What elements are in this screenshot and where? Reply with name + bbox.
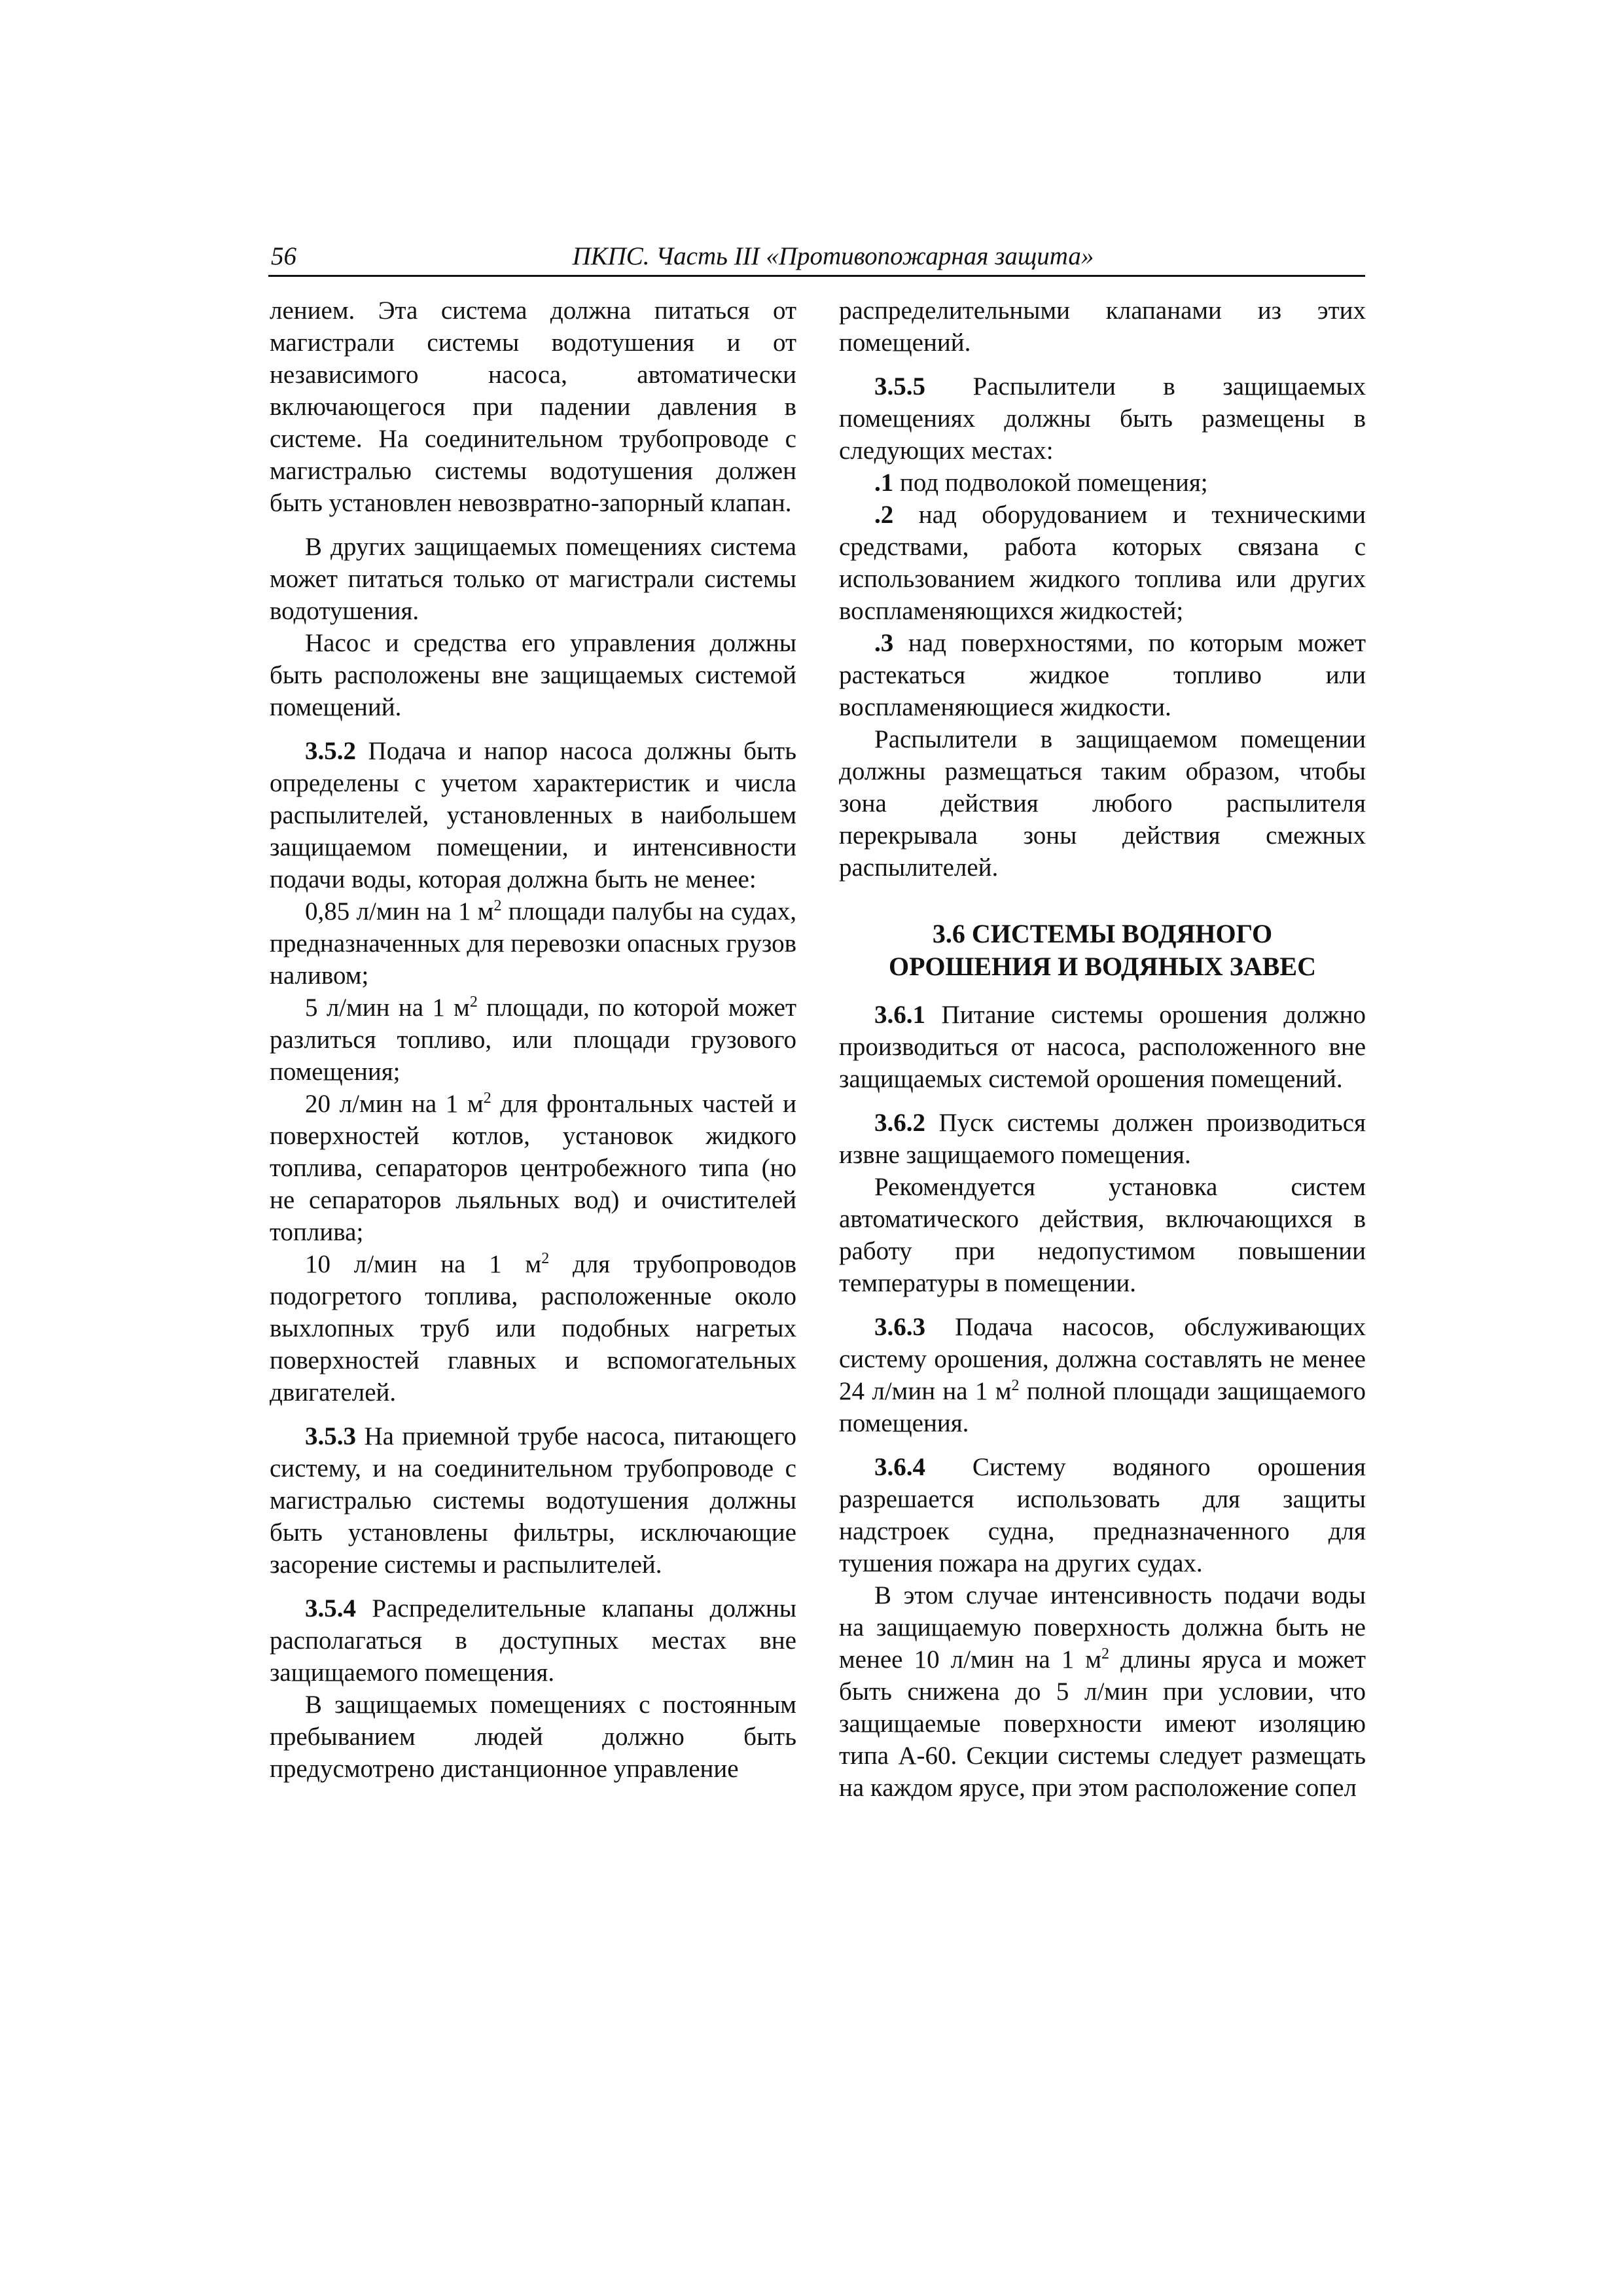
clause-number: 3.6.3 xyxy=(874,1313,925,1341)
paragraph: Распылители в защищаемом помещении должны размещаться таким образом, чтобы зона действия любого распылителя перекрывала зоны действия смежных распылителей. xyxy=(839,725,1366,882)
rate-item xyxy=(270,1248,796,1408)
paragraph: Насос и средства его управления должны быть расположены вне защищаемых системой помещений. xyxy=(270,629,796,721)
clause-number: 3.5.3 xyxy=(305,1422,356,1450)
list-number: .2 xyxy=(874,501,894,529)
paragraph: Рекомендуется установка систем автоматического действия, включающихся в работу при недопустимом повышении температуры в помещении. xyxy=(839,1173,1366,1297)
list-text: над оборудованием и техническими средствами, работа которых связана с использованием жидкого топлива или других воспламеняющихся жидкостей; xyxy=(839,501,1366,625)
clause-3-6-4 xyxy=(839,1451,1366,1579)
rate-text: площади палубы на судах, предназначенных для перевозки опасных грузов наливом; xyxy=(270,897,796,990)
clause-text: Питание системы орошения должно производиться от насоса, расположенного вне защищаемых системой орошения помещений. xyxy=(839,1001,1366,1093)
list-text: под подволокой помещения; xyxy=(893,469,1208,497)
running-title: ПКПС. Часть III «Противопожарная защита» xyxy=(572,242,1094,270)
heading-line: 3.6 СИСТЕМЫ ВОДЯНОГО xyxy=(932,919,1273,948)
superscript: 2 xyxy=(541,1250,550,1267)
clause-3-6-2 xyxy=(839,1107,1366,1171)
list-item xyxy=(839,627,1366,723)
clause-3-6-1 xyxy=(839,999,1366,1095)
section-heading xyxy=(839,918,1366,983)
clause-text: Распределительные клапаны должны располагаться в доступных местах вне защищаемого помещения. xyxy=(270,1594,796,1687)
left-column xyxy=(270,295,796,1797)
clause-3-6-3 xyxy=(839,1311,1366,1439)
page-header xyxy=(268,241,1365,277)
paragraph-text: длины яруса и может быть снижена до 5 л/мин при условии, что защищаемые поверхности имеют изоляцию типа А-60. Секции системы следует размещать на каждом ярусе, при этом расположение сопел xyxy=(839,1645,1366,1802)
list-text: над поверхностями, по которым может растекаться жидкое топливо или воспламеняющиеся жидкости. xyxy=(839,629,1366,721)
clause-text: Систему водяного орошения разрешается использовать для защиты надстроек судна, предназначенного для тушения пожара на других судах. xyxy=(839,1453,1366,1577)
clause-text: Пуск системы должен производиться извне защищаемого помещения. xyxy=(839,1109,1366,1169)
right-column xyxy=(839,295,1366,1816)
clause-number: 3.6.2 xyxy=(874,1109,925,1137)
superscript: 2 xyxy=(1101,1645,1110,1662)
clause-3-5-4 xyxy=(270,1592,796,1689)
rate-text: 5 л/мин на 1 м xyxy=(305,994,470,1022)
clause-number: 3.5.2 xyxy=(305,737,356,765)
clause-text: Подача и напор насоса должны быть определены с учетом характеристик и числа распылителей, установленных в наибольшем защищаемом помещении, и интенсивности подачи воды, которая должна быть не менее: xyxy=(270,737,796,893)
superscript: 2 xyxy=(493,897,502,914)
clause-text: Распылители в защищаемых помещениях должны быть размещены в следующих местах: xyxy=(839,372,1366,465)
superscript: 2 xyxy=(1011,1377,1020,1394)
superscript: 2 xyxy=(469,994,478,1011)
clause-3-5-2 xyxy=(270,735,796,895)
paragraph-continued: распределительными клапанами из этих помещений. xyxy=(839,296,1366,357)
rate-text: для трубопроводов подогретого топлива, расположенные около выхлопных труб или подобных нагретых поверхностей главных и вспомогательных двигателей. xyxy=(270,1250,796,1407)
clause-text: полной площади защищаемого помещения. xyxy=(839,1377,1366,1437)
rate-item xyxy=(270,1088,796,1248)
page-number: 56 xyxy=(271,242,296,270)
clause-3-5-3 xyxy=(270,1420,796,1581)
rate-item xyxy=(270,992,796,1088)
paragraph xyxy=(839,1579,1366,1804)
heading-line: ОРОШЕНИЯ И ВОДЯНЫХ ЗАВЕС xyxy=(889,952,1316,981)
list-item xyxy=(839,499,1366,627)
clause-text: На приемной трубе насоса, питающего систему, и на соединительном трубопроводе с магистралью системы водотушения должны быть установлены фильтры, исключающие засорение системы и распылителей. xyxy=(270,1422,796,1579)
clause-number: 3.5.5 xyxy=(874,372,925,401)
list-item xyxy=(839,467,1366,499)
clause-3-5-5 xyxy=(839,370,1366,467)
paragraph: В других защищаемых помещениях система может питаться только от магистрали системы водотушения. xyxy=(270,533,796,625)
rate-item xyxy=(270,895,796,992)
paragraph-text: В этом случае интенсивность подачи воды на защищаемую поверхность должна быть не менее 10 л/мин на 1 м xyxy=(839,1581,1366,1674)
rate-text: 0,85 л/мин на 1 м xyxy=(305,897,494,925)
rate-text: для фронтальных частей и поверхностей котлов, установок жидкого топлива, сепараторов центробежного типа (но не сепараторов льяльных вод) и очистителей топлива; xyxy=(270,1090,796,1246)
clause-number: 3.6.4 xyxy=(874,1453,925,1481)
superscript: 2 xyxy=(483,1090,491,1107)
paragraph: В защищаемых помещениях с постоянным пребыванием людей должно быть предусмотрено дистанционное управление xyxy=(270,1691,796,1783)
clause-number: 3.5.4 xyxy=(305,1594,356,1623)
paragraph-continued: лением. Эта система должна питаться от магистрали системы водотушения и от независимого насоса, автоматически включающегося при падении давления в системе. На соединительном трубопроводе с магистралью системы водотушения должен быть установлен невозвратно-запорный клапан. xyxy=(270,296,796,517)
rate-text: 20 л/мин на 1 м xyxy=(305,1090,484,1118)
clause-number: 3.6.1 xyxy=(874,1001,925,1029)
rate-text: площади, по которой может разлиться топливо, или площади грузового помещения; xyxy=(270,994,796,1086)
rate-text: 10 л/мин на 1 м xyxy=(305,1250,542,1278)
clause-text: Подача насосов, обслуживающих систему орошения, должна составлять не менее 24 л/мин на 1 м xyxy=(839,1313,1366,1405)
list-number: .3 xyxy=(874,629,894,657)
list-number: .1 xyxy=(874,469,894,497)
